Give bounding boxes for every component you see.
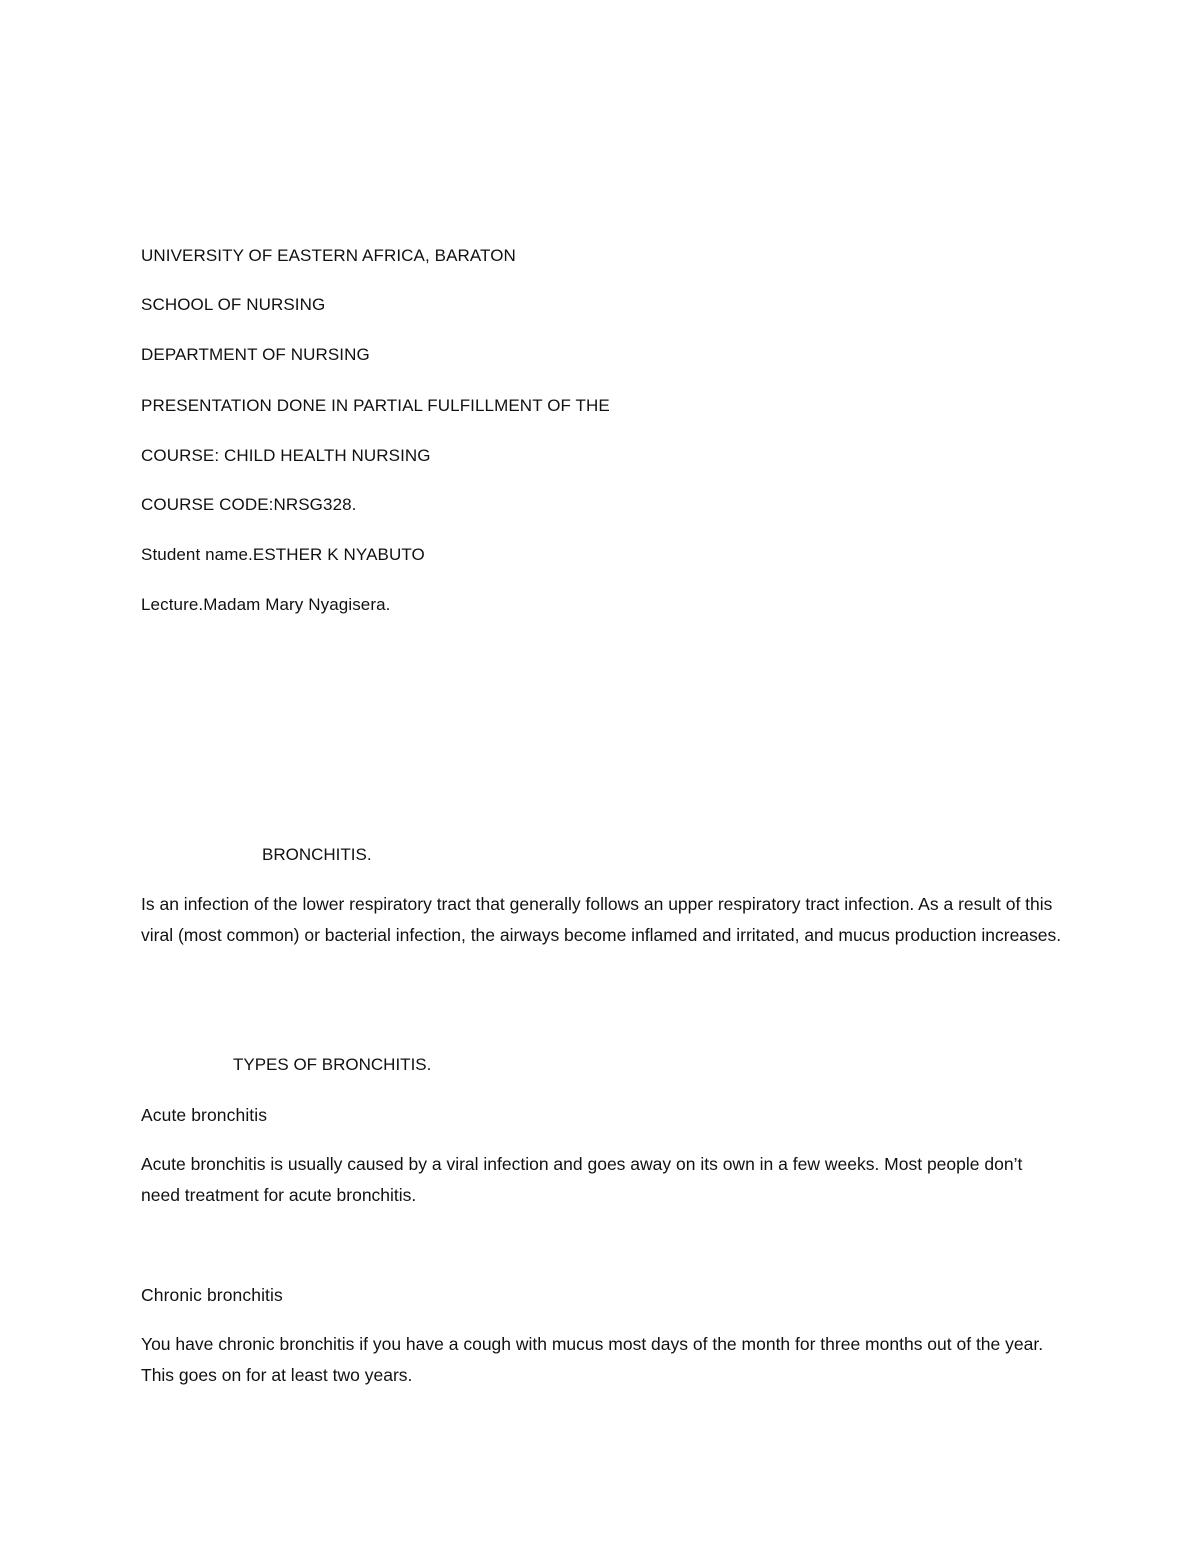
lecturer-name: Lecture.Madam Mary Nyagisera. (141, 595, 391, 614)
student-name: Student name.ESTHER K NYABUTO (141, 545, 425, 564)
bronchitis-definition: Is an infection of the lower respiratory tract that generally follows an upper respiratory tract infection. As a result of this viral (most common) or bacterial infection, the airways become inflamed and irritated, and mucus production increases. (141, 894, 1062, 945)
chronic-bronchitis-title: Chronic bronchitis (141, 1285, 283, 1305)
course-code: COURSE CODE:NRSG328. (141, 495, 357, 514)
university-name: UNIVERSITY OF EASTERN AFRICA, BARATON (141, 246, 516, 265)
acute-bronchitis-title: Acute bronchitis (141, 1105, 268, 1125)
section-title-bronchitis: BRONCHITIS. (262, 845, 372, 864)
presentation-statement: PRESENTATION DONE IN PARTIAL FULFILLMENT OF THE (141, 396, 610, 415)
acute-bronchitis-text: Acute bronchitis is usually caused by a viral infection and goes away on its own in a few weeks. Most people don’t need treatment for acute bronchitis. (141, 1154, 1023, 1205)
types-heading: TYPES OF BRONCHITIS. (233, 1055, 432, 1074)
department-name: DEPARTMENT OF NURSING (141, 345, 370, 364)
chronic-bronchitis-text: You have chronic bronchitis if you have a cough with mucus most days of the month for three months out of the year. This goes on for at least two years. (141, 1334, 1044, 1385)
school-name: SCHOOL OF NURSING (141, 295, 326, 314)
course-name: COURSE: CHILD HEALTH NURSING (141, 446, 431, 465)
